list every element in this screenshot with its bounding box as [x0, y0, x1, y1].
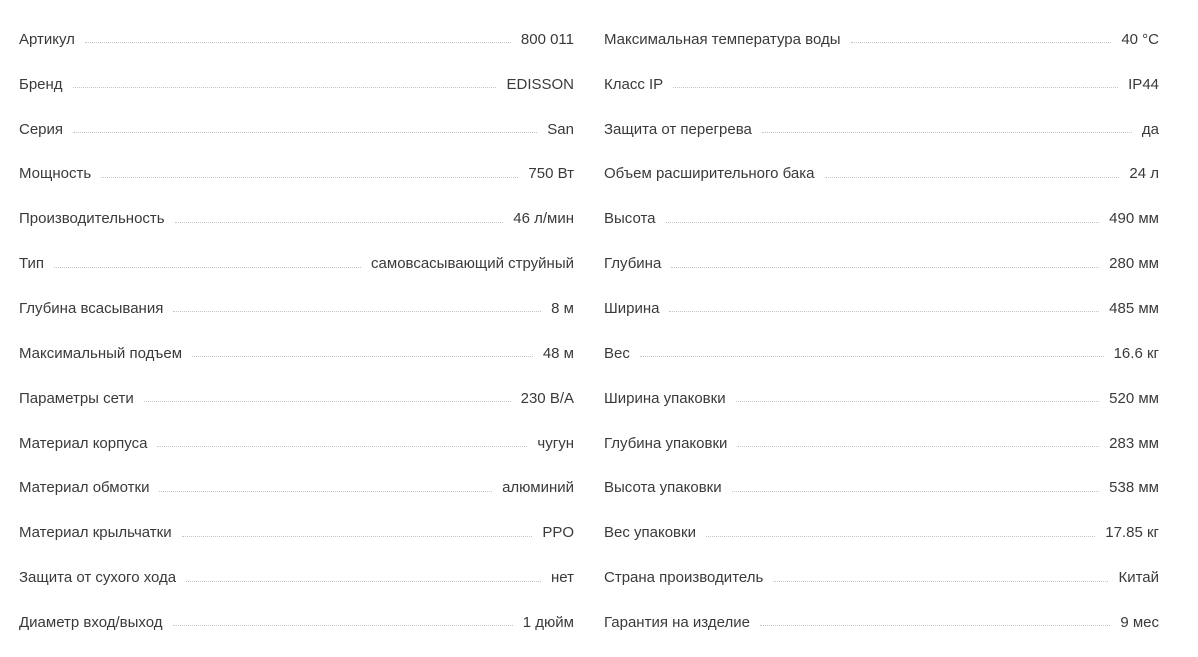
spec-value: 48 м — [542, 344, 574, 362]
spec-row — [604, 196, 1159, 241]
spec-label: Страна производитель — [604, 569, 764, 587]
spec-value: да — [1141, 120, 1159, 138]
specs-column-right — [604, 17, 1159, 645]
dotted-leader — [101, 176, 518, 178]
spec-value: 16.6 кг — [1113, 344, 1159, 362]
dotted-leader — [666, 221, 1100, 223]
spec-label: Глубина упаковки — [604, 434, 728, 452]
spec-label: Бренд — [19, 75, 63, 93]
spec-value: 538 мм — [1109, 479, 1159, 497]
spec-row — [19, 62, 574, 107]
spec-label: Артикул — [19, 30, 75, 48]
spec-value: 800 011 — [520, 30, 574, 48]
dotted-leader — [73, 131, 537, 133]
spec-row — [19, 510, 574, 555]
spec-row — [19, 331, 574, 376]
spec-label: Серия — [19, 120, 64, 138]
spec-value: 280 мм — [1109, 255, 1159, 273]
spec-value: 490 мм — [1109, 210, 1159, 228]
spec-label: Параметры сети — [19, 389, 134, 407]
spec-value: IP44 — [1128, 75, 1159, 93]
spec-row — [19, 17, 574, 62]
spec-row — [604, 62, 1159, 107]
dotted-leader — [736, 400, 1100, 402]
spec-value: 8 м — [551, 299, 574, 317]
spec-label: Производительность — [19, 210, 165, 228]
spec-row — [19, 421, 574, 466]
dotted-leader — [85, 41, 511, 43]
spec-row — [604, 376, 1159, 421]
spec-value: 520 мм — [1109, 389, 1159, 407]
spec-value: 750 Вт — [528, 165, 574, 183]
spec-label: Защита от сухого хода — [19, 569, 177, 587]
spec-row — [19, 465, 574, 510]
spec-row — [19, 196, 574, 241]
spec-value: San — [547, 120, 574, 138]
spec-row — [604, 17, 1159, 62]
spec-value: 17.85 кг — [1105, 524, 1159, 542]
spec-row — [19, 555, 574, 600]
spec-value: чугун — [537, 434, 574, 452]
spec-value: EDISSON — [506, 75, 574, 93]
spec-value: нет — [551, 569, 574, 587]
spec-row — [604, 600, 1159, 645]
spec-value: алюминий — [502, 479, 574, 497]
spec-label: Защита от перегрева — [604, 120, 752, 138]
dotted-leader — [159, 490, 492, 492]
spec-value: PPO — [542, 524, 574, 542]
spec-label: Вес упаковки — [604, 524, 696, 542]
specifications-table — [19, 17, 1159, 645]
spec-row — [19, 376, 574, 421]
spec-value: 1 дюйм — [522, 613, 574, 631]
dotted-leader — [192, 355, 533, 357]
spec-label: Высота — [604, 210, 656, 228]
spec-row — [19, 600, 574, 645]
spec-label: Класс IP — [604, 75, 664, 93]
dotted-leader — [760, 624, 1110, 626]
spec-value: Китай — [1118, 569, 1159, 587]
spec-value: 24 л — [1129, 165, 1159, 183]
spec-row — [604, 107, 1159, 152]
spec-label: Гарантия на изделие — [604, 613, 750, 631]
spec-label: Ширина — [604, 299, 660, 317]
spec-row — [19, 286, 574, 331]
spec-label: Вес — [604, 344, 630, 362]
spec-value: 9 мес — [1120, 613, 1159, 631]
dotted-leader — [186, 580, 541, 582]
spec-row — [604, 152, 1159, 197]
spec-row — [604, 286, 1159, 331]
spec-label: Глубина всасывания — [19, 299, 164, 317]
spec-row — [604, 241, 1159, 286]
dotted-leader — [762, 131, 1132, 133]
dotted-leader — [706, 535, 1095, 537]
spec-label: Материал корпуса — [19, 434, 148, 452]
spec-value: 46 л/мин — [513, 210, 574, 228]
spec-value: 485 мм — [1109, 299, 1159, 317]
spec-row — [604, 510, 1159, 555]
spec-row — [19, 152, 574, 197]
spec-label: Максимальная температура воды — [604, 30, 841, 48]
spec-label: Ширина упаковки — [604, 389, 726, 407]
spec-value: самовсасывающий струйный — [371, 255, 574, 273]
spec-label: Максимальный подъем — [19, 344, 183, 362]
spec-row — [19, 241, 574, 286]
spec-row — [604, 421, 1159, 466]
dotted-leader — [773, 580, 1108, 582]
dotted-leader — [157, 445, 527, 447]
spec-label: Высота упаковки — [604, 479, 722, 497]
spec-row — [604, 465, 1159, 510]
spec-label: Тип — [19, 255, 45, 273]
dotted-leader — [640, 355, 1104, 357]
dotted-leader — [732, 490, 1100, 492]
spec-label: Диаметр вход/выход — [19, 613, 163, 631]
spec-row — [604, 555, 1159, 600]
spec-label: Объем расширительного бака — [604, 165, 815, 183]
spec-label: Мощность — [19, 165, 92, 183]
spec-label: Материал обмотки — [19, 479, 150, 497]
dotted-leader — [669, 310, 1099, 312]
dotted-leader — [671, 266, 1099, 268]
spec-label: Материал крыльчатки — [19, 524, 172, 542]
spec-value: 283 мм — [1109, 434, 1159, 452]
specs-column-left — [19, 17, 574, 645]
dotted-leader — [673, 86, 1118, 88]
spec-value: 40 °C — [1121, 30, 1159, 48]
spec-value: 230 В/А — [520, 389, 574, 407]
spec-label: Глубина — [604, 255, 662, 273]
spec-row — [19, 107, 574, 152]
dotted-leader — [173, 624, 513, 626]
dotted-leader — [851, 41, 1112, 43]
dotted-leader — [825, 176, 1120, 178]
dotted-leader — [182, 535, 533, 537]
dotted-leader — [73, 86, 497, 88]
dotted-leader — [737, 445, 1099, 447]
dotted-leader — [54, 266, 361, 268]
dotted-leader — [173, 310, 541, 312]
spec-row — [604, 331, 1159, 376]
dotted-leader — [175, 221, 504, 223]
dotted-leader — [144, 400, 511, 402]
